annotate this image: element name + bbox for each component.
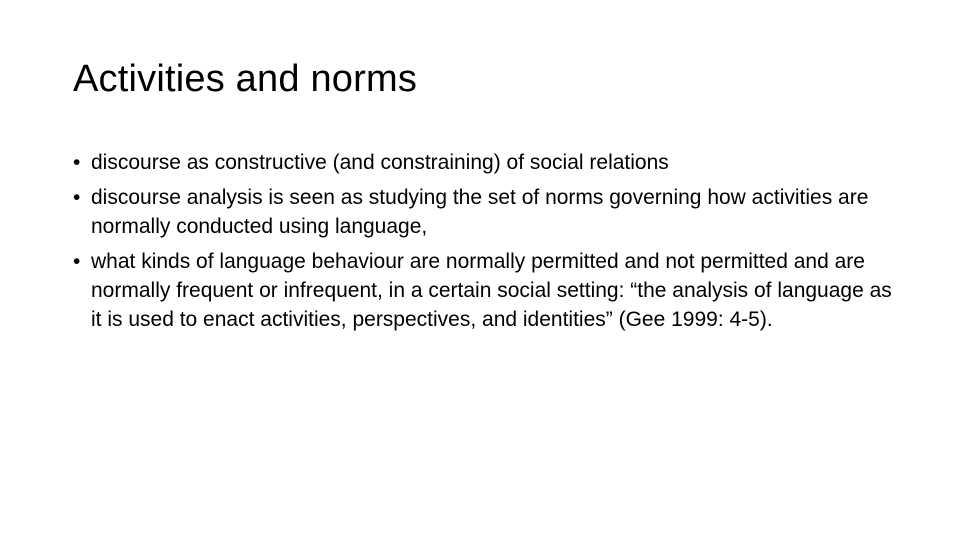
bullet-list <box>73 148 903 340</box>
bullet-icon: • <box>73 151 81 174</box>
bullet-text: what kinds of language behaviour are normally permitted and not permitted and are normally frequent or infrequent, in a certain social setting: “the analysis of language as it is used to enact activities, perspectives, and identities” (Gee 1999: 4-5). <box>91 250 892 331</box>
bullet-item <box>73 247 903 334</box>
bullet-icon: • <box>73 250 81 273</box>
bullet-item <box>73 183 903 241</box>
bullet-text: discourse as constructive (and constraining) of social relations <box>91 151 669 174</box>
bullet-text: discourse analysis is seen as studying the set of norms governing how activities are normally conducted using language, <box>91 186 869 238</box>
bullet-item <box>73 148 903 177</box>
bullet-icon: • <box>73 186 81 209</box>
slide-title: Activities and norms <box>73 58 418 100</box>
